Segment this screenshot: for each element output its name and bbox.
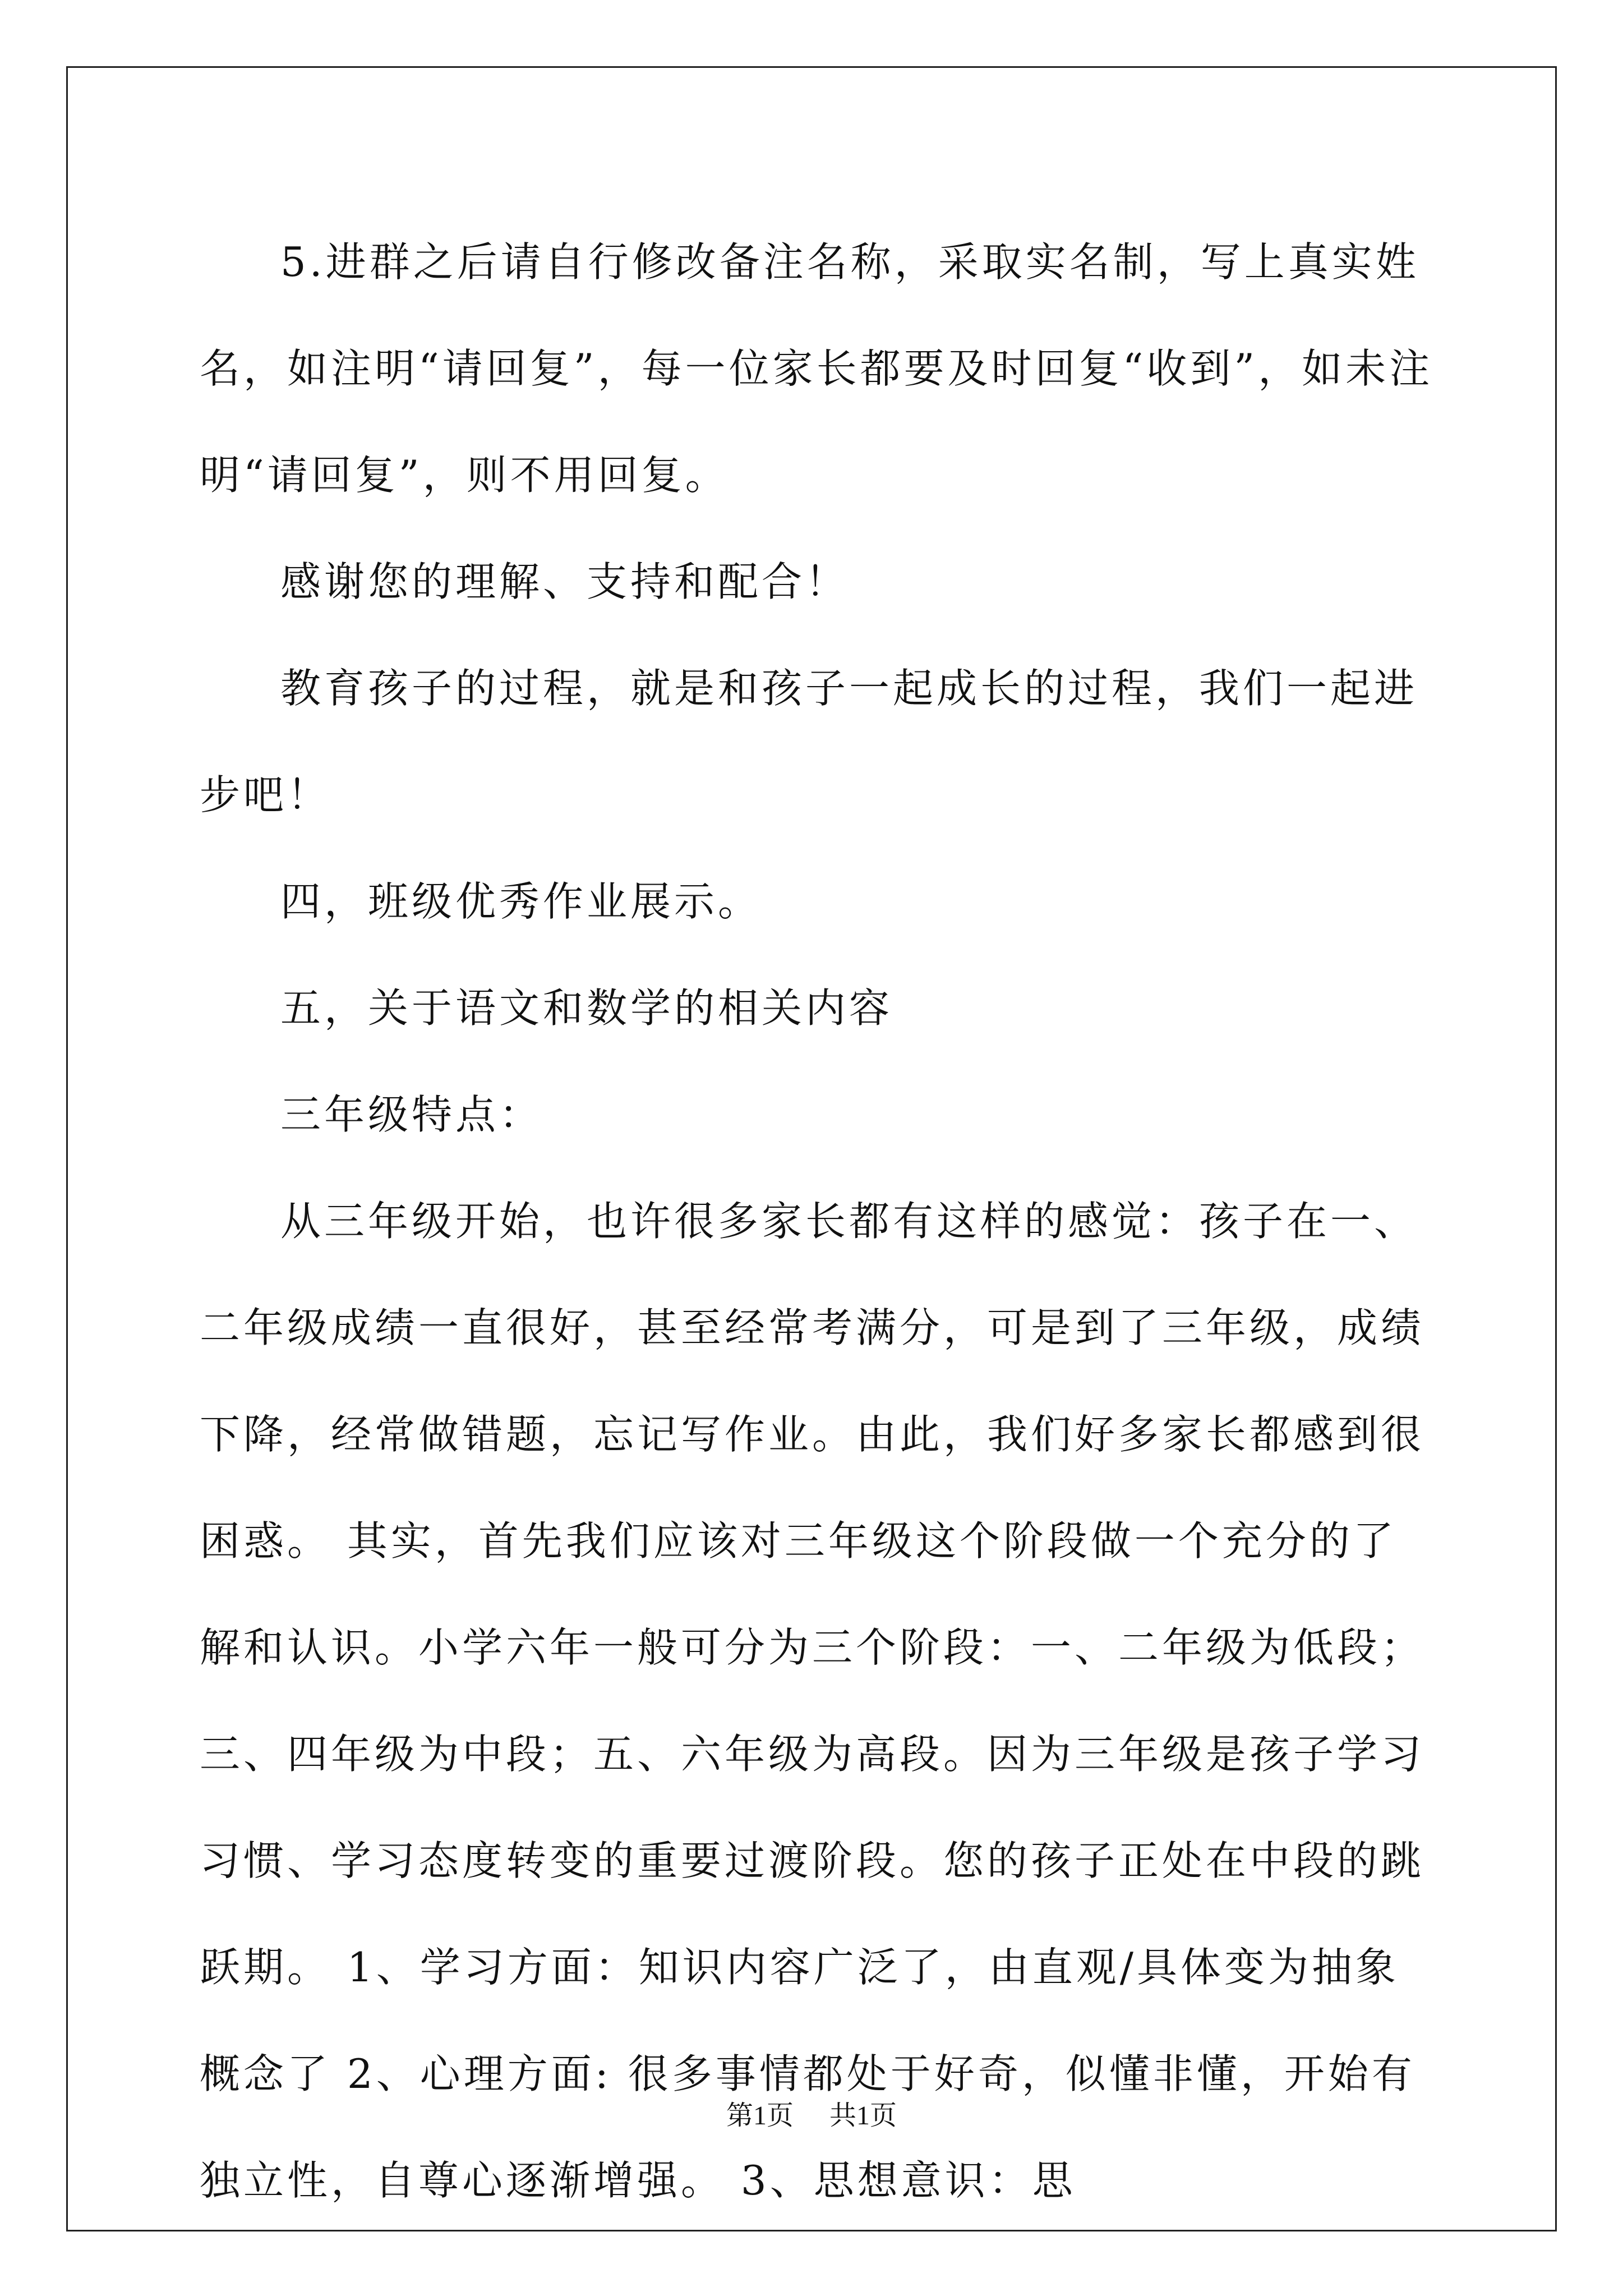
paragraph-education: 教育孩子的过程，就是和孩子一起成长的过程，我们一起进步吧！ (200, 665, 1418, 818)
page-footer (0, 2099, 1623, 2133)
paragraph-section-five: 五，关于语文和数学的相关内容 (280, 984, 893, 1032)
document-body (200, 209, 1433, 2234)
paragraph-grade-three-body: 从三年级开始，也许很多家长都有这样的感觉：孩子在一、二年级成绩一直很好，甚至经常考满分，可是到了三年级，成绩下降，经常做错题，忘记写作业。由此，我们好多家长都感到很困惑。 其实，首先我们应该对三年级这个阶段做一个充分的了解和认识。小学六年一般可分为三个阶段：一、二年级为低段；三、四年级为中段；五、六年级为高段。因为三年级是孩子学习习惯、学习态度转变的重要过渡阶段。您的孩子正处在中段的跳跃期。 1、学习方面：知识内容广泛了，由直观/具体变为抽象概念了 2、心理方面: 很多事情都处于好奇，似懂非懂，开始有独立性，自尊心逐渐增强。 3、思想意识：思 (200, 1198, 1425, 2204)
paragraph-group-notice: 5.进群之后请自行修改备注名称，采取实名制，写上真实姓名，如注明“请回复”，每一位家长都要及时回复“收到”，如未注明“请回复”，则不用回复。 (200, 238, 1433, 499)
paragraph-section-four: 四，班级优秀作业展示。 (280, 878, 762, 925)
page-number-total: 共1页 (829, 2101, 897, 2131)
paragraph-thanks: 感谢您的理解、支持和配合！ (280, 558, 850, 605)
paragraph-grade-three-heading: 三年级特点： (280, 1091, 543, 1138)
page-number-current: 第1页 (726, 2101, 794, 2131)
